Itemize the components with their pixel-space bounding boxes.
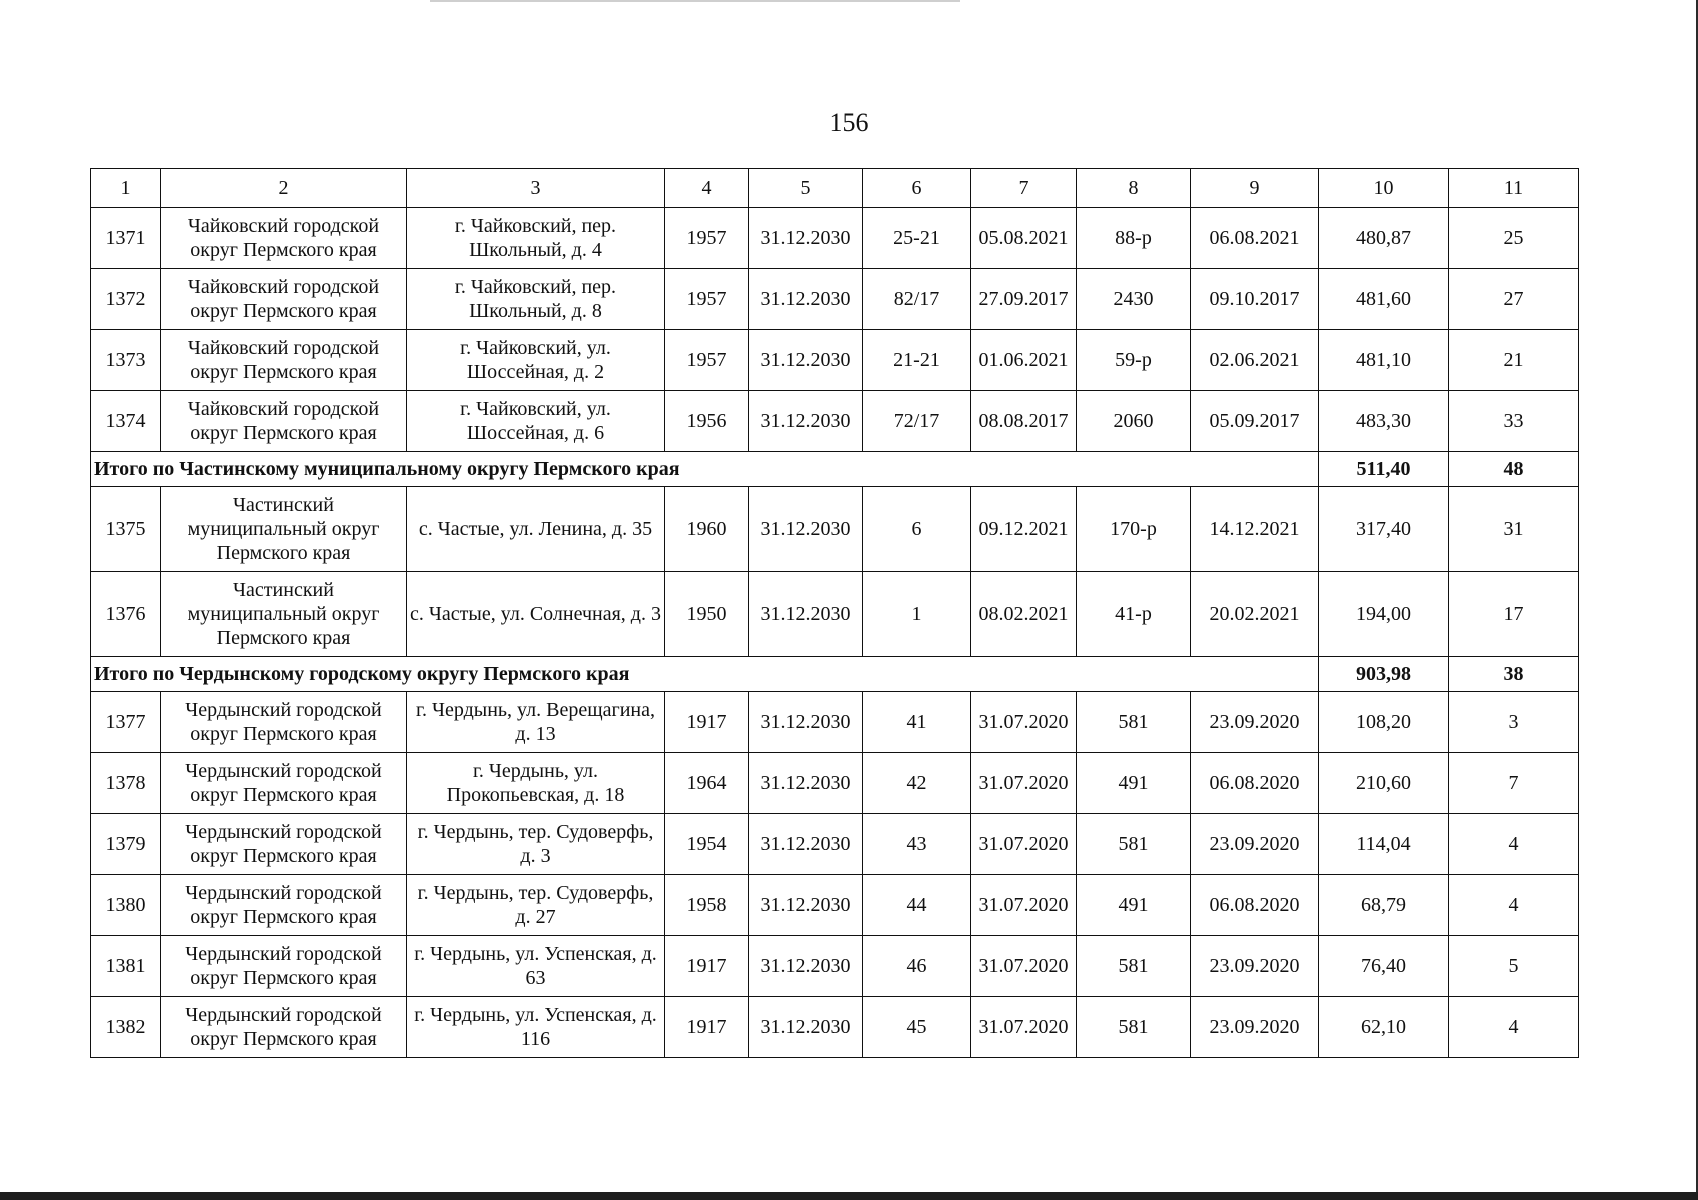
year-built-cell: 1917 [665, 692, 749, 753]
district-cell: Чайковский городской округ Пермского края [161, 269, 407, 330]
address-cell: с. Частые, ул. Солнечная, д. 3 [407, 572, 665, 657]
document-number-cell: 25-21 [863, 208, 971, 269]
document-number-cell: 45 [863, 997, 971, 1058]
order-number-cell: 2060 [1077, 391, 1191, 452]
year-built-cell: 1917 [665, 997, 749, 1058]
area-cell: 481,10 [1319, 330, 1449, 391]
order-date-cell: 02.06.2021 [1191, 330, 1319, 391]
subtotal-row [91, 452, 1579, 487]
document-number-cell: 43 [863, 814, 971, 875]
document-date-cell: 08.08.2017 [971, 391, 1077, 452]
area-cell: 68,79 [1319, 875, 1449, 936]
column-number: 6 [863, 169, 971, 208]
table-row [91, 269, 1579, 330]
subtotal-residents: 48 [1449, 452, 1579, 487]
document-date-cell: 05.08.2021 [971, 208, 1077, 269]
column-number: 9 [1191, 169, 1319, 208]
row-number-cell: 1374 [91, 391, 161, 452]
column-number: 3 [407, 169, 665, 208]
order-date-cell: 14.12.2021 [1191, 487, 1319, 572]
order-number-cell: 41-р [1077, 572, 1191, 657]
district-cell: Чердынский городской округ Пермского края [161, 875, 407, 936]
year-built-cell: 1917 [665, 936, 749, 997]
district-cell: Чердынский городской округ Пермского края [161, 753, 407, 814]
year-built-cell: 1957 [665, 330, 749, 391]
subtotal-area: 903,98 [1319, 657, 1449, 692]
document-date-cell: 31.07.2020 [971, 692, 1077, 753]
address-cell: г. Чердынь, ул. Прокопьевская, д. 18 [407, 753, 665, 814]
address-cell: г. Чайковский, ул. Шоссейная, д. 2 [407, 330, 665, 391]
district-cell: Частинский муниципальный округ Пермского края [161, 487, 407, 572]
order-date-cell: 05.09.2017 [1191, 391, 1319, 452]
order-date-cell: 06.08.2020 [1191, 753, 1319, 814]
year-built-cell: 1954 [665, 814, 749, 875]
end-date-cell: 31.12.2030 [749, 936, 863, 997]
subtotal-residents: 38 [1449, 657, 1579, 692]
order-date-cell: 23.09.2020 [1191, 814, 1319, 875]
address-cell: г. Чердынь, тер. Судоверфь, д. 27 [407, 875, 665, 936]
order-date-cell: 09.10.2017 [1191, 269, 1319, 330]
area-cell: 210,60 [1319, 753, 1449, 814]
column-number: 2 [161, 169, 407, 208]
year-built-cell: 1960 [665, 487, 749, 572]
order-number-cell: 59-р [1077, 330, 1191, 391]
address-cell: г. Чердынь, ул. Успенская, д. 63 [407, 936, 665, 997]
order-number-cell: 88-р [1077, 208, 1191, 269]
year-built-cell: 1950 [665, 572, 749, 657]
column-number-row [91, 169, 1579, 208]
residents-cell: 4 [1449, 997, 1579, 1058]
document-number-cell: 46 [863, 936, 971, 997]
row-number-cell: 1382 [91, 997, 161, 1058]
district-cell: Чердынский городской округ Пермского края [161, 814, 407, 875]
area-cell: 114,04 [1319, 814, 1449, 875]
order-number-cell: 491 [1077, 753, 1191, 814]
column-number: 4 [665, 169, 749, 208]
column-number: 10 [1319, 169, 1449, 208]
table-row [91, 753, 1579, 814]
end-date-cell: 31.12.2030 [749, 391, 863, 452]
table-row [91, 997, 1579, 1058]
year-built-cell: 1956 [665, 391, 749, 452]
end-date-cell: 31.12.2030 [749, 692, 863, 753]
address-cell: г. Чердынь, тер. Судоверфь, д. 3 [407, 814, 665, 875]
end-date-cell: 31.12.2030 [749, 572, 863, 657]
subtotal-label: Итого по Чердынскому городскому округу Пермского края [91, 657, 1319, 692]
subtotal-label: Итого по Частинскому муниципальному округу Пермского края [91, 452, 1319, 487]
end-date-cell: 31.12.2030 [749, 753, 863, 814]
column-number: 11 [1449, 169, 1579, 208]
residents-cell: 4 [1449, 814, 1579, 875]
scan-top-edge [430, 0, 960, 2]
row-number-cell: 1376 [91, 572, 161, 657]
document-date-cell: 09.12.2021 [971, 487, 1077, 572]
document-number-cell: 72/17 [863, 391, 971, 452]
residents-cell: 25 [1449, 208, 1579, 269]
district-cell: Чердынский городской округ Пермского края [161, 692, 407, 753]
order-date-cell: 23.09.2020 [1191, 692, 1319, 753]
area-cell: 480,87 [1319, 208, 1449, 269]
area-cell: 194,00 [1319, 572, 1449, 657]
address-cell: г. Чайковский, ул. Шоссейная, д. 6 [407, 391, 665, 452]
document-date-cell: 01.06.2021 [971, 330, 1077, 391]
year-built-cell: 1957 [665, 269, 749, 330]
table-row [91, 487, 1579, 572]
table-body [91, 169, 1579, 1058]
table-row [91, 814, 1579, 875]
document-date-cell: 31.07.2020 [971, 875, 1077, 936]
document-number-cell: 41 [863, 692, 971, 753]
address-cell: г. Чайковский, пер. Школьный, д. 4 [407, 208, 665, 269]
end-date-cell: 31.12.2030 [749, 330, 863, 391]
end-date-cell: 31.12.2030 [749, 875, 863, 936]
row-number-cell: 1379 [91, 814, 161, 875]
order-number-cell: 581 [1077, 692, 1191, 753]
housing-register-table [90, 168, 1579, 1058]
table-row [91, 936, 1579, 997]
page-number: 156 [829, 108, 869, 137]
table-row [91, 572, 1579, 657]
row-number-cell: 1371 [91, 208, 161, 269]
column-number: 7 [971, 169, 1077, 208]
end-date-cell: 31.12.2030 [749, 997, 863, 1058]
district-cell: Чайковский городской округ Пермского края [161, 330, 407, 391]
order-number-cell: 581 [1077, 814, 1191, 875]
area-cell: 481,60 [1319, 269, 1449, 330]
residents-cell: 17 [1449, 572, 1579, 657]
column-number: 5 [749, 169, 863, 208]
end-date-cell: 31.12.2030 [749, 208, 863, 269]
table-row [91, 208, 1579, 269]
order-number-cell: 2430 [1077, 269, 1191, 330]
area-cell: 317,40 [1319, 487, 1449, 572]
address-cell: г. Чердынь, ул. Успенская, д. 116 [407, 997, 665, 1058]
order-date-cell: 23.09.2020 [1191, 997, 1319, 1058]
row-number-cell: 1372 [91, 269, 161, 330]
area-cell: 483,30 [1319, 391, 1449, 452]
document-number-cell: 1 [863, 572, 971, 657]
order-date-cell: 06.08.2021 [1191, 208, 1319, 269]
district-cell: Чердынский городской округ Пермского края [161, 936, 407, 997]
residents-cell: 21 [1449, 330, 1579, 391]
address-cell: г. Чердынь, ул. Верещагина, д. 13 [407, 692, 665, 753]
row-number-cell: 1377 [91, 692, 161, 753]
residents-cell: 3 [1449, 692, 1579, 753]
area-cell: 108,20 [1319, 692, 1449, 753]
document-date-cell: 31.07.2020 [971, 753, 1077, 814]
area-cell: 62,10 [1319, 997, 1449, 1058]
column-number: 8 [1077, 169, 1191, 208]
column-number: 1 [91, 169, 161, 208]
document-date-cell: 08.02.2021 [971, 572, 1077, 657]
residents-cell: 4 [1449, 875, 1579, 936]
document-number-cell: 82/17 [863, 269, 971, 330]
end-date-cell: 31.12.2030 [749, 487, 863, 572]
district-cell: Чердынский городской округ Пермского края [161, 997, 407, 1058]
document-date-cell: 31.07.2020 [971, 814, 1077, 875]
table-row [91, 875, 1579, 936]
table-row [91, 330, 1579, 391]
order-date-cell: 06.08.2020 [1191, 875, 1319, 936]
document-number-cell: 42 [863, 753, 971, 814]
year-built-cell: 1958 [665, 875, 749, 936]
scan-bottom-edge [0, 1192, 1698, 1200]
document-number-cell: 44 [863, 875, 971, 936]
address-cell: г. Чайковский, пер. Школьный, д. 8 [407, 269, 665, 330]
document-date-cell: 31.07.2020 [971, 936, 1077, 997]
table-row [91, 391, 1579, 452]
table-row [91, 692, 1579, 753]
row-number-cell: 1381 [91, 936, 161, 997]
row-number-cell: 1378 [91, 753, 161, 814]
area-cell: 76,40 [1319, 936, 1449, 997]
year-built-cell: 1964 [665, 753, 749, 814]
year-built-cell: 1957 [665, 208, 749, 269]
residents-cell: 33 [1449, 391, 1579, 452]
order-date-cell: 20.02.2021 [1191, 572, 1319, 657]
subtotal-area: 511,40 [1319, 452, 1449, 487]
order-number-cell: 581 [1077, 997, 1191, 1058]
residents-cell: 5 [1449, 936, 1579, 997]
district-cell: Чайковский городской округ Пермского края [161, 391, 407, 452]
address-cell: с. Частые, ул. Ленина, д. 35 [407, 487, 665, 572]
order-number-cell: 170-р [1077, 487, 1191, 572]
order-number-cell: 581 [1077, 936, 1191, 997]
residents-cell: 31 [1449, 487, 1579, 572]
document-date-cell: 31.07.2020 [971, 997, 1077, 1058]
district-cell: Чайковский городской округ Пермского края [161, 208, 407, 269]
order-number-cell: 491 [1077, 875, 1191, 936]
residents-cell: 27 [1449, 269, 1579, 330]
document-date-cell: 27.09.2017 [971, 269, 1077, 330]
row-number-cell: 1380 [91, 875, 161, 936]
document-number-cell: 6 [863, 487, 971, 572]
row-number-cell: 1373 [91, 330, 161, 391]
order-date-cell: 23.09.2020 [1191, 936, 1319, 997]
end-date-cell: 31.12.2030 [749, 269, 863, 330]
subtotal-row [91, 657, 1579, 692]
end-date-cell: 31.12.2030 [749, 814, 863, 875]
row-number-cell: 1375 [91, 487, 161, 572]
document-number-cell: 21-21 [863, 330, 971, 391]
district-cell: Частинский муниципальный округ Пермского края [161, 572, 407, 657]
residents-cell: 7 [1449, 753, 1579, 814]
